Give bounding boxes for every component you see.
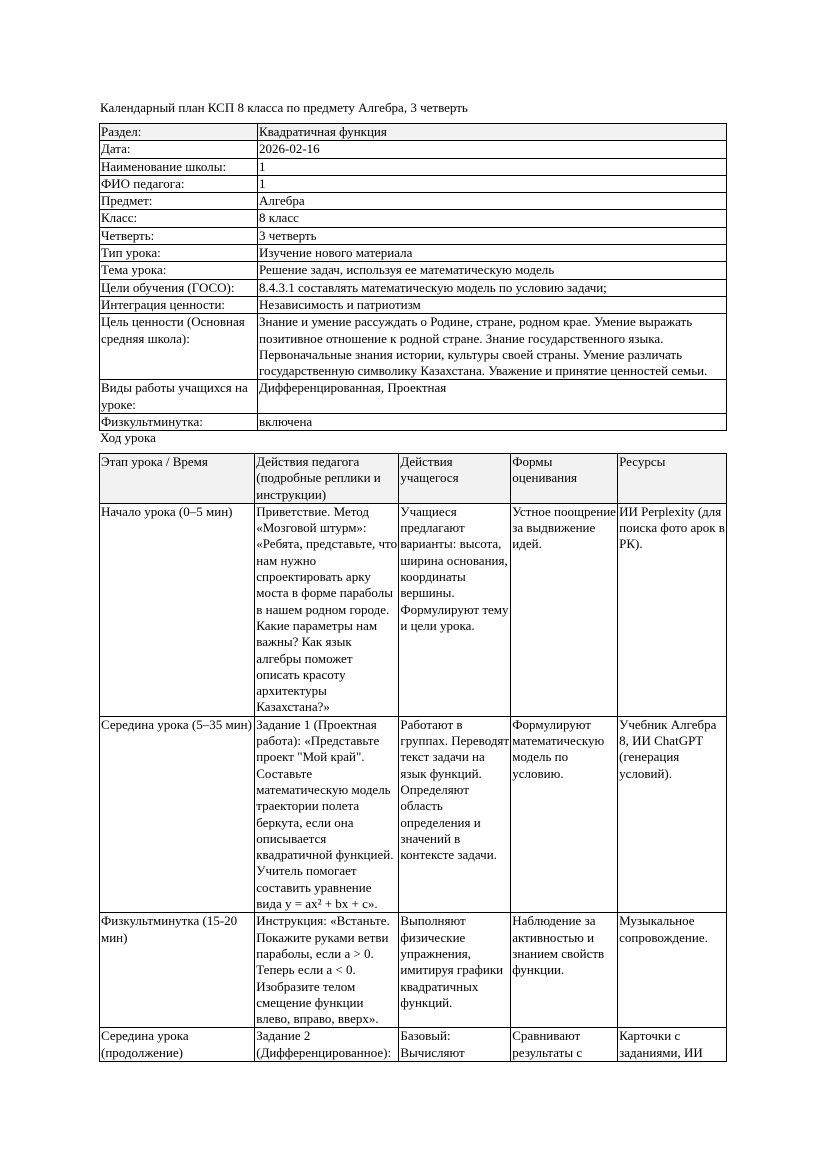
plan-teacher-cell: Приветствие. Метод «Мозговой штурм»: «Ребята, представьте, что нам нужно спроектировать арку моста в форме параболы в нашем родном городе. Какие параметры нам важны? Как язык алгебры поможет описать красоту архитектуры Казахстана?» xyxy=(256,503,398,715)
info-value: 3 четверть xyxy=(258,227,727,244)
plan-header-row xyxy=(100,454,727,504)
info-key: Предмет: xyxy=(100,193,258,210)
info-row xyxy=(100,262,727,279)
info-row xyxy=(100,245,727,262)
info-key: Цели обучения (ГОСО): xyxy=(100,279,258,296)
plan-assessment-cell: Сравнивают результаты с xyxy=(511,1028,618,1062)
info-row xyxy=(100,124,727,141)
section-title: Ход урока xyxy=(100,430,156,445)
lesson-plan-table xyxy=(99,453,727,1062)
page-title: Календарный план КСП 8 класса по предмету Алгебра, 3 четверть xyxy=(100,100,468,115)
info-key: Тема урока: xyxy=(100,262,258,279)
info-value: 8.4.3.1 составлять математическую модель по условию задачи; xyxy=(258,279,727,296)
plan-row xyxy=(100,503,727,716)
info-value: 1 xyxy=(258,175,727,192)
plan-student-cell: Базовый: Вычисляют xyxy=(399,1028,511,1062)
info-value: Изучение нового материала xyxy=(258,245,727,262)
header-stage: Этап урока / Время xyxy=(100,454,255,504)
info-key: Тип урока: xyxy=(100,245,258,262)
info-row xyxy=(100,175,727,192)
header-assessment: Формы оценивания xyxy=(511,454,618,504)
info-value: 1 xyxy=(258,158,727,175)
plan-stage-cell: Физкультминутка (15-20 мин) xyxy=(100,913,255,1028)
info-key: Дата: xyxy=(100,141,258,158)
info-value: включена xyxy=(258,414,727,431)
lesson-info-table xyxy=(99,123,727,431)
header-student-actions: Действия учащегося xyxy=(399,454,511,504)
plan-assessment-cell: Формулируют математическую модель по условию. xyxy=(511,716,618,913)
info-value: Независимость и патриотизм xyxy=(258,296,727,313)
plan-student-cell: Работают в группах. Переводят текст задачи на язык функций. Определяют область определения и значений в контексте задачи. xyxy=(399,716,511,913)
header-teacher-actions: Действия педагога (подробные реплики и инструкции) xyxy=(255,454,399,504)
info-value: Квадратичная функция xyxy=(258,124,727,141)
info-key: Раздел: xyxy=(100,124,258,141)
info-key: Виды работы учащихся на уроке: xyxy=(100,380,258,414)
info-value: Знание и умение рассуждать о Родине, стране, родном крае. Умение выражать позитивное отношение к родной стране. Знание государственного языка. Первоначальные знания истории, культуры своей страны. Умение различать государственную символику Казахстана. Уважение и принятие ценностей семьи. xyxy=(258,314,727,380)
plan-assessment-cell: Наблюдение за активностью и знанием свойств функции. xyxy=(511,913,618,1028)
plan-teacher-cell: Инструкция: «Встаньте. Покажите руками ветви параболы, если a > 0. Теперь если a < 0. Изобразите телом смещение функции влево, вправо, вверх». xyxy=(255,913,399,1028)
plan-assessment-cell: Устное поощрение за выдвижение идей. xyxy=(511,503,618,716)
info-key: Физкультминутка: xyxy=(100,414,258,431)
info-key: Наименование школы: xyxy=(100,158,258,175)
plan-stage-cell: Начало урока (0–5 мин) xyxy=(100,503,255,716)
plan-student-cell: Учащиеся предлагают варианты: высота, ширина основания, координаты вершины. Формулируют тему и цели урока. xyxy=(399,503,511,716)
info-value: 2026-02-16 xyxy=(258,141,727,158)
header-resources: Ресурсы xyxy=(618,454,727,504)
plan-row xyxy=(100,913,727,1028)
plan-resources-cell: Учебник Алгебра 8, ИИ ChatGPT (генерация условий). xyxy=(618,716,727,913)
info-row xyxy=(100,380,727,414)
plan-resources-cell: ИИ Perplexity (для поиска фото арок в РК). xyxy=(618,503,727,716)
info-row xyxy=(100,296,727,313)
info-row xyxy=(100,193,727,210)
plan-row xyxy=(100,716,727,913)
info-value: Решение задач, используя ее математическую модель xyxy=(258,262,727,279)
info-row xyxy=(100,414,727,431)
plan-teacher-cell: Задание 2 (Дифференцированное): xyxy=(255,1028,399,1062)
info-value: Алгебра xyxy=(258,193,727,210)
plan-stage-cell: Середина урока (продолжение) xyxy=(100,1028,255,1062)
info-key: Интеграция ценности: xyxy=(100,296,258,313)
info-row xyxy=(100,158,727,175)
info-value: 8 класс xyxy=(258,210,727,227)
info-row xyxy=(100,141,727,158)
plan-teacher-cell: Задание 1 (Проектная работа): «Представьте проект "Мой край". Составьте математическую модель траектории полета беркута, если она описывается квадратичной функцией. Учитель помогает составить уравнение вида y = ax² + bx + c». xyxy=(255,716,399,913)
info-key: Четверть: xyxy=(100,227,258,244)
plan-student-cell: Выполняют физические упражнения, имитируя графики квадратичных функций. xyxy=(399,913,511,1028)
info-row xyxy=(100,210,727,227)
info-row xyxy=(100,227,727,244)
info-key: ФИО педагога: xyxy=(100,175,258,192)
info-value: Дифференцированная, Проектная xyxy=(258,380,727,414)
info-row xyxy=(100,314,727,380)
info-row xyxy=(100,279,727,296)
plan-stage-cell: Середина урока (5–35 мин) xyxy=(100,716,255,913)
info-key: Класс: xyxy=(100,210,258,227)
plan-resources-cell: Карточки с заданиями, ИИ xyxy=(618,1028,727,1062)
plan-row xyxy=(100,1028,727,1062)
plan-resources-cell: Музыкальное сопровождение. xyxy=(618,913,727,1028)
info-key: Цель ценности (Основная средняя школа): xyxy=(100,314,258,380)
